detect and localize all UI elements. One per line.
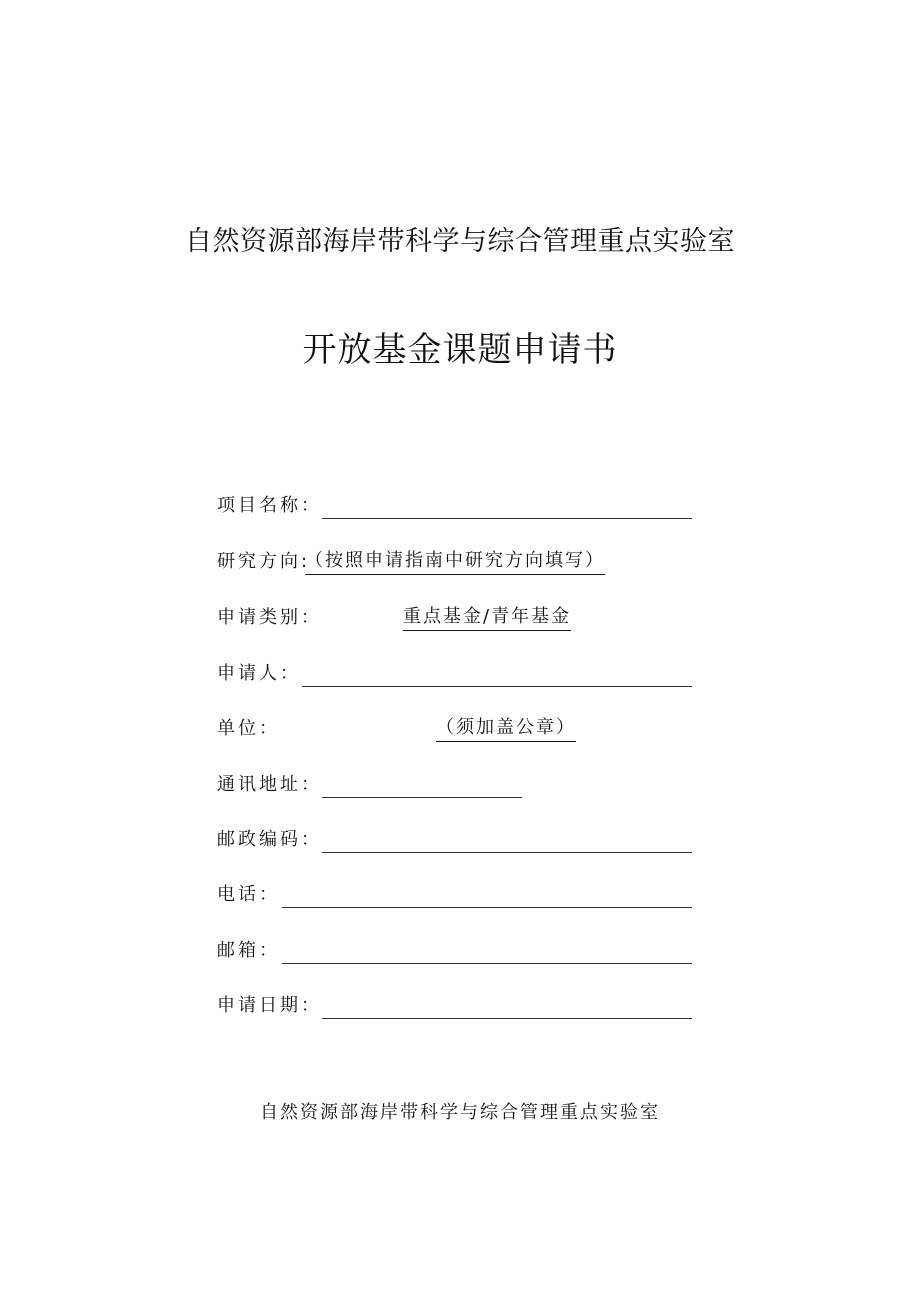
field-unit bbox=[217, 715, 697, 743]
application-type-value[interactable]: 重点基金/青年基金 bbox=[403, 604, 571, 631]
field-project-name bbox=[217, 492, 697, 520]
project-name-input[interactable] bbox=[322, 518, 692, 519]
field-email bbox=[217, 937, 697, 965]
research-direction-value[interactable]: （按照申请指南中研究方向填写） bbox=[305, 548, 605, 575]
organization-title: 自然资源部海岸带科学与综合管理重点实验室 bbox=[185, 226, 735, 257]
address-label: 通讯地址： bbox=[217, 774, 322, 795]
project-name-label: 项目名称： bbox=[217, 495, 322, 516]
application-type-label: 申请类别： bbox=[217, 607, 322, 628]
unit-label: 单位： bbox=[217, 718, 280, 739]
research-direction-label: 研究方向: bbox=[217, 551, 311, 572]
unit-value[interactable]: （须加盖公章） bbox=[436, 715, 576, 742]
postal-code-label: 邮政编码： bbox=[217, 829, 322, 850]
applicant-input[interactable] bbox=[302, 686, 692, 687]
field-research-direction bbox=[217, 548, 697, 576]
field-apply-date bbox=[217, 992, 697, 1020]
email-input[interactable] bbox=[282, 963, 692, 964]
applicant-label: 申请人： bbox=[217, 663, 301, 684]
apply-date-label: 申请日期： bbox=[217, 995, 322, 1016]
field-postal-code bbox=[217, 826, 697, 854]
footer-organization: 自然资源部海岸带科学与综合管理重点实验室 bbox=[260, 1102, 660, 1123]
email-label: 邮箱： bbox=[217, 940, 280, 961]
field-application-type bbox=[217, 604, 697, 632]
postal-code-input[interactable] bbox=[322, 852, 692, 853]
field-applicant bbox=[217, 660, 697, 688]
address-input[interactable] bbox=[322, 797, 522, 798]
apply-date-input[interactable] bbox=[322, 1018, 692, 1019]
phone-input[interactable] bbox=[282, 907, 692, 908]
field-phone bbox=[217, 881, 697, 909]
field-address bbox=[217, 771, 697, 799]
document-title: 开放基金课题申请书 bbox=[302, 330, 618, 370]
phone-label: 电话： bbox=[217, 884, 280, 905]
